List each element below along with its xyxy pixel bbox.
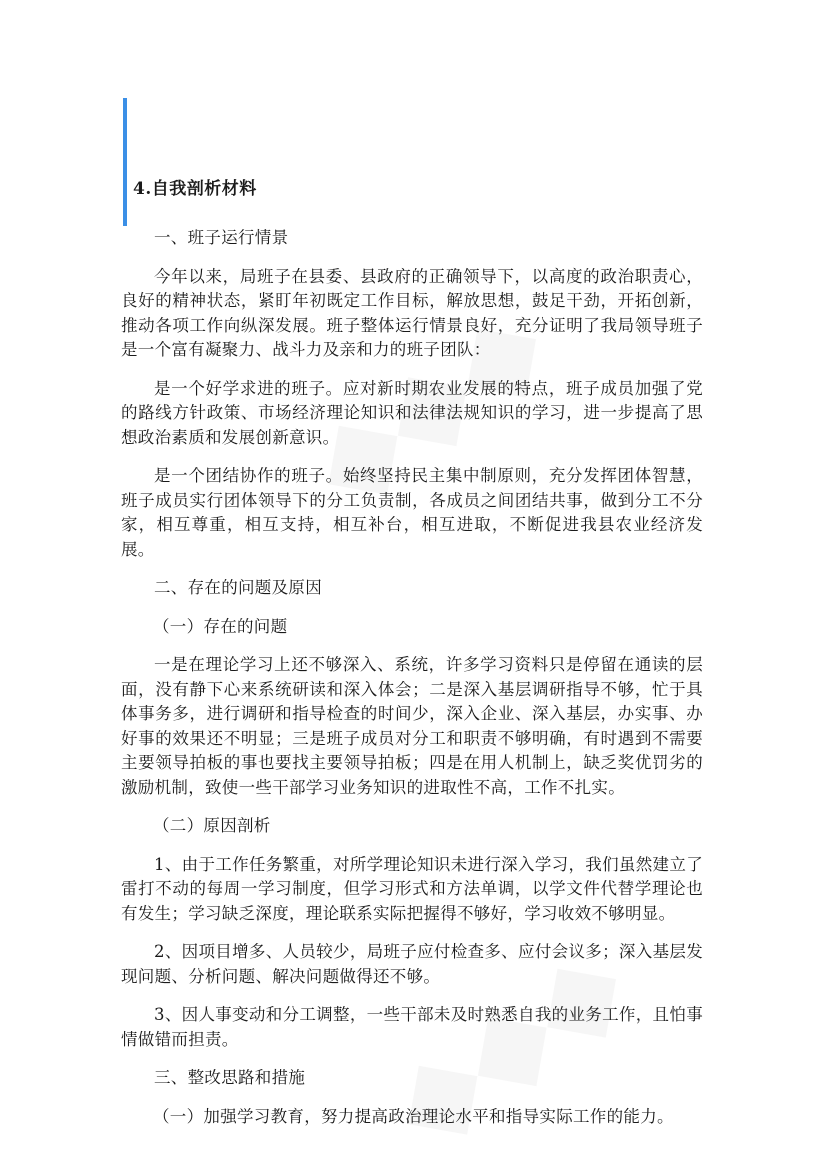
paragraph: 2、因项目增多、人员较少，局班子应付检查多、应付会议多；深入基层发现问题、分析问题、解决问题做得还不够。 (121, 942, 703, 986)
document-body (121, 226, 703, 1129)
section-heading: 二、存在的问题及原因 (154, 578, 322, 597)
sub-heading: （一）存在的问题 (153, 616, 288, 636)
section-heading: 一、班子运行情景 (154, 228, 289, 247)
document-title: 4.自我剖析材料 (133, 179, 257, 199)
paragraph: 是一个好学求进的班子。应对新时期农业发展的特点，班子成员加强了党的路线方针政策、市场经济理论知识和法律法规知识的学习，进一步提高了思想政治素质和发展创新意识。 (121, 378, 703, 447)
sub-heading: （一）加强学习教育，努力提高政治理论水平和指导实际工作的能力。 (153, 1106, 674, 1126)
paragraph: 今年以来，局班子在县委、县政府的正确领导下，以高度的政治职责心，良好的精神状态，紧盯年初既定工作目标，解放思想，鼓足干劲，开拓创新，推动各项工作向纵深发展。班子整体运行情景良好，充分证明了我局领导班子是一个富有凝聚力、战斗力及亲和力的班子团队： (121, 266, 703, 359)
paragraph: 1、由于工作任务繁重，对所学理论知识未进行深入学习，我们虽然建立了雷打不动的每周一学习制度，但学习形式和方法单调，以学文件代替学理论也有发生；学习缺乏深度，理论联系实际把握得不够好，学习收效不够明显。 (121, 854, 703, 923)
paragraph: 一是在理论学习上还不够深入、系统，许多学习资料只是停留在通读的层面，没有静下心来系统研读和深入体会；二是深入基层调研指导不够，忙于具体事务多，进行调研和指导检查的时间少，深入企业、深入基层，办实事、办好事的效果还不明显；三是班子成员对分工和职责不够明确，有时遇到不需要主要领导拍板的事也要找主要领导拍板；四是在用人机制上，缺乏奖优罚劣的激励机制，致使一些干部学习业务知识的进取性不高，工作不扎实。 (121, 655, 703, 797)
paragraph: 3、因人事变动和分工调整，一些干部未及时熟悉自我的业务工作，且怕事情做错而担责。 (121, 1005, 703, 1049)
section-heading: 三、整改思路和措施 (154, 1068, 306, 1087)
sub-heading: （二）原因剖析 (153, 816, 271, 835)
paragraph: 是一个团结协作的班子。始终坚持民主集中制原则，充分发挥团体智慧，班子成员实行团体领导下的分工负责制，各成员之间团结共事，做到分工不分家，相互尊重，相互支持，相互补台，相互进取，不断促进我县农业经济发展。 (121, 466, 703, 559)
title-accent-bar (123, 98, 127, 226)
